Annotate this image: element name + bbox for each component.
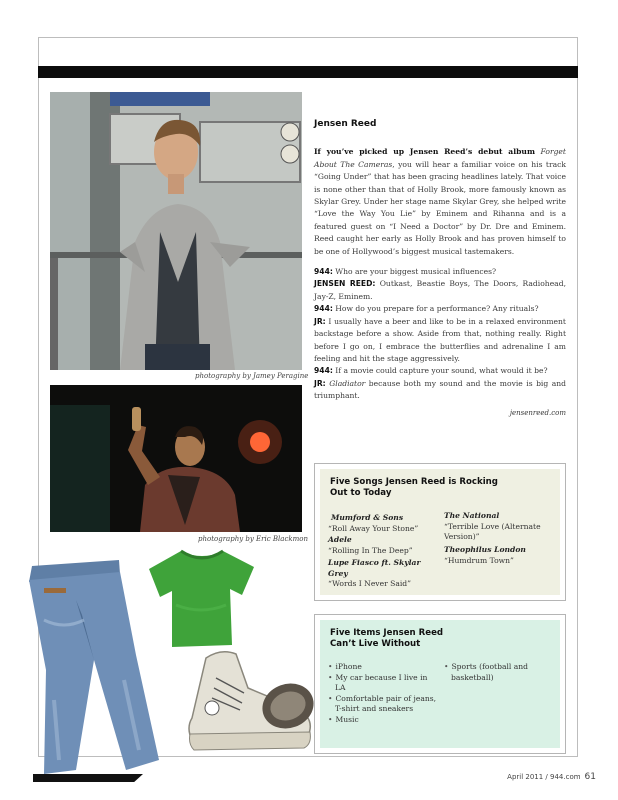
article-title: Jensen Reed <box>314 119 377 129</box>
concert-photo <box>50 385 302 532</box>
items-list-left <box>328 662 440 725</box>
article <box>314 118 566 419</box>
items-list-right <box>444 662 544 683</box>
song-title: “Roll Away Your Stone” <box>328 523 419 533</box>
portrait-illustration <box>50 92 302 370</box>
qa-movie: Gladiator <box>329 378 366 388</box>
page-footer <box>507 772 596 782</box>
bottom-bar <box>33 774 143 782</box>
qa-text: Who are your biggest musical influences? <box>332 267 497 277</box>
tshirt-image <box>146 545 258 650</box>
song-item <box>328 535 446 556</box>
qa-speaker: 944: <box>314 304 333 314</box>
qa-item <box>314 316 566 366</box>
album-title: Forget About The Cameras <box>314 147 566 169</box>
items-box-inner <box>320 620 560 748</box>
qa-speaker: JR: <box>314 316 326 326</box>
song-title: “Humdrum Town” <box>444 555 514 565</box>
photo2-credit: photography by Eric Blackmon <box>198 535 308 543</box>
intro-body: , you will hear a familiar voice on his track “Going Under” that has been gracing headlines lately. That voice is none other than that of Holly Brook, more famously known as Skylar Grey. Under her stage name Skylar Grey, she helped write “Love the Way You Lie” by Eminem and Rihanna and is a featured guest on “I Need a Doctor” by Dr. Dre and Eminem. Reed caught her early as Holly Brook and has proven himself to be one of Hollywood’s biggest musical tastemakers. <box>314 159 566 256</box>
portrait-photo <box>50 92 302 370</box>
list-item: • iPhone <box>328 662 440 673</box>
song-item <box>328 513 446 534</box>
items-box <box>314 614 566 754</box>
qa-section <box>314 266 566 402</box>
song-artist: Theophilus London <box>444 545 526 554</box>
page-number: 61 <box>584 772 596 782</box>
song-artist: The National <box>444 511 500 520</box>
list-item: • Comfortable pair of jeans, T-shirt and sneakers <box>328 694 440 715</box>
song-item <box>444 511 562 543</box>
qa-text: I usually have a beer and like to be in a relaxed environment backstage before a show. Aside from that, nothing really. Right before I go on, I embrace the butterflies and adrenaline I am feeling and hit the stage aggressively. <box>314 316 566 363</box>
sneaker-icon <box>186 648 321 756</box>
song-title: “Words I Never Said” <box>328 579 412 588</box>
qa-item <box>314 303 566 315</box>
sneaker-image <box>186 648 321 756</box>
qa-text: How do you prepare for a performance? Any rituals? <box>332 304 539 314</box>
songs-box <box>314 463 566 601</box>
songs-box-inner <box>320 469 560 595</box>
jeans-image <box>24 560 164 775</box>
jeans-icon <box>24 560 164 775</box>
qa-speaker: JR: <box>314 378 326 388</box>
footer-issue: April 2011 / 944.com <box>507 773 581 781</box>
qa-item <box>314 266 566 278</box>
qa-item <box>314 278 566 303</box>
intro-lead: If you’ve picked up Jensen Reed’s debut album <box>314 147 535 157</box>
list-item: • My car because I live in LA <box>328 673 440 694</box>
top-bar <box>38 66 578 78</box>
items-box-title: Five Items Jensen Reed Can’t Live Without <box>330 628 444 649</box>
song-item <box>444 545 562 566</box>
song-title: “Rolling In The Deep” <box>328 545 413 555</box>
article-intro <box>314 146 566 258</box>
list-item: • Music <box>328 715 440 726</box>
song-artist: Lupe Fiasco ft. Skylar Grey <box>328 558 421 578</box>
qa-text: because both my sound and the movie is big and triumphant. <box>314 378 566 401</box>
qa-text: If a movie could capture your sound, what would it be? <box>332 366 548 376</box>
song-title: “Terrible Love (Alternate Version)” <box>444 521 541 541</box>
tshirt-icon <box>146 545 258 650</box>
qa-item <box>314 378 566 403</box>
qa-speaker: 944: <box>314 366 333 376</box>
qa-speaker: 944: <box>314 267 333 277</box>
concert-illustration <box>50 385 302 532</box>
photo1-credit: photography by Jamey Peragine <box>195 372 309 380</box>
qa-speaker: JENSEN REED: <box>314 279 376 289</box>
website-link[interactable]: jensenreed.com <box>509 408 566 417</box>
qa-item <box>314 365 566 377</box>
list-item: • Sports (football and basketball) <box>444 662 544 683</box>
song-artist: Mumford & Sons <box>331 513 404 522</box>
song-item <box>328 558 428 590</box>
qa-text: Outkast, Beastie Boys, The Doors, Radiohead, Jay-Z, Eminem. <box>314 279 566 301</box>
song-artist: Adele <box>328 535 352 544</box>
songs-box-title: Five Songs Jensen Reed is Rocking Out to Today <box>330 477 498 498</box>
